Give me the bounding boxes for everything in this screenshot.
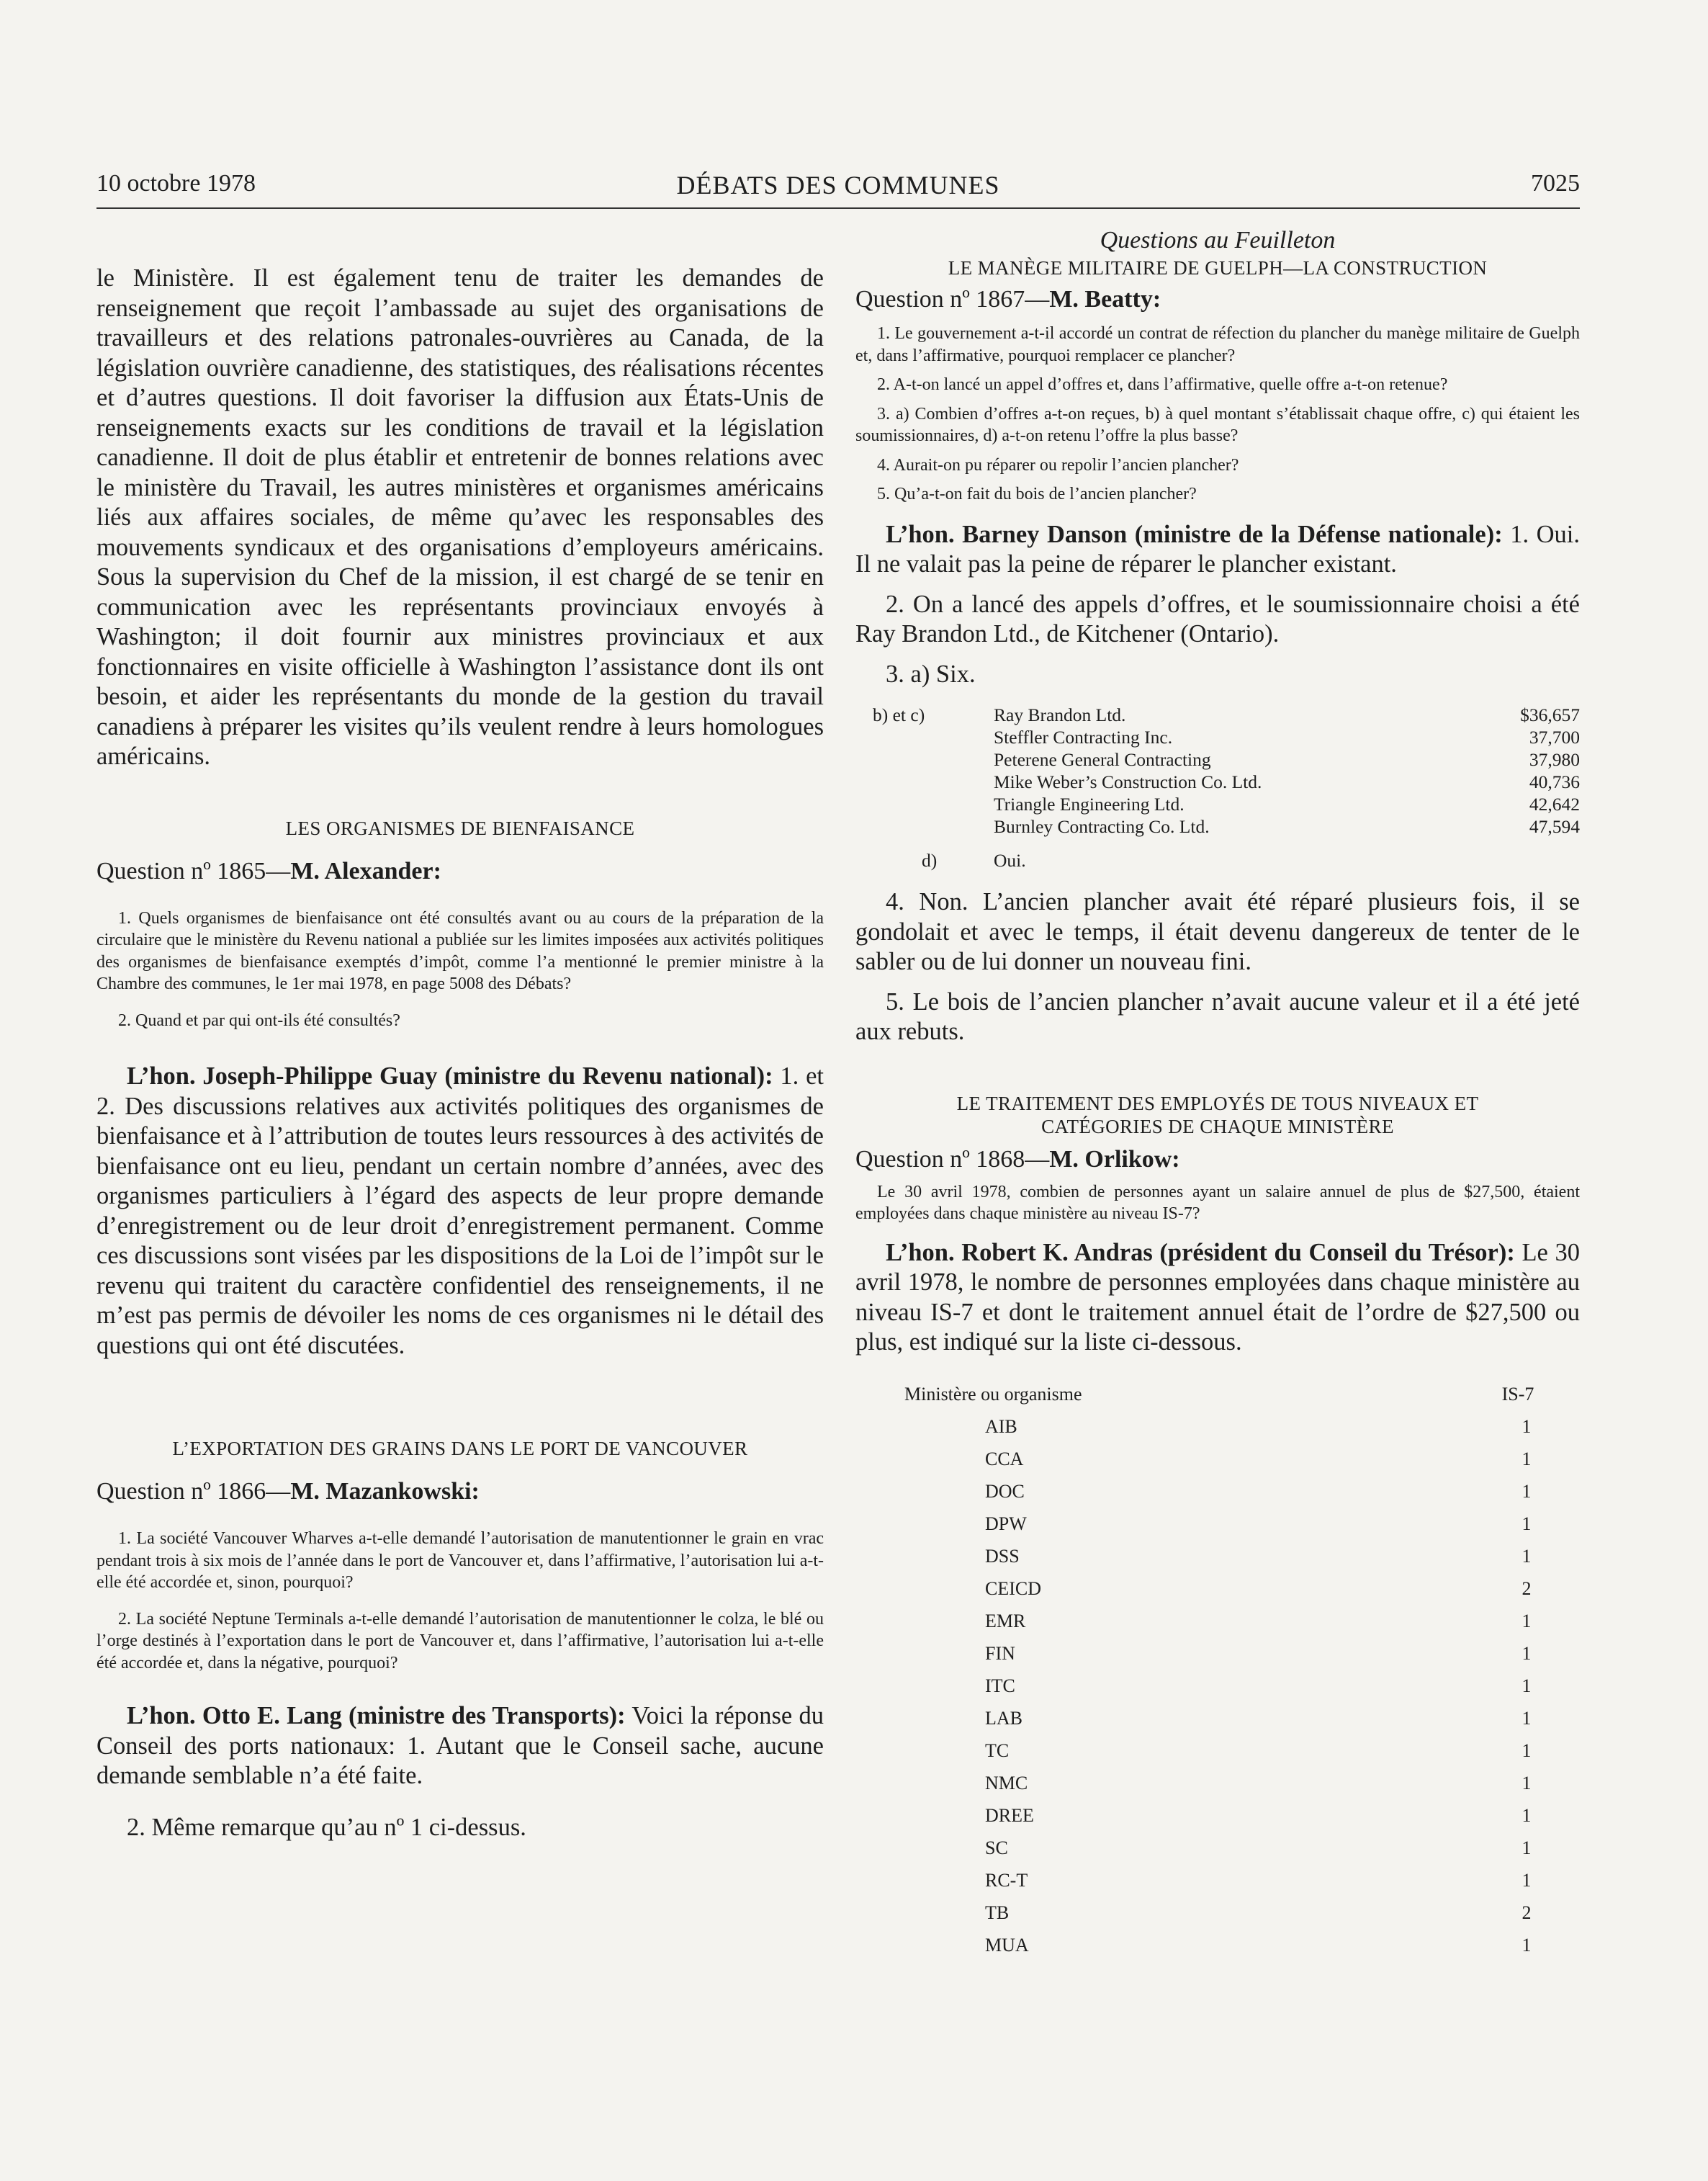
is7-count: 1 — [1522, 1610, 1532, 1631]
answer-1866-part2: 2. Même remarque qu’au nº 1 ci-dessus. — [127, 1813, 526, 1841]
bids-label: b) et c) — [873, 704, 925, 725]
table-row — [855, 1540, 1580, 1572]
ministry-table-header — [855, 1378, 1580, 1410]
bid-amount: $36,657 — [1520, 704, 1580, 725]
table-row — [855, 1864, 1580, 1896]
ministry-name: LAB — [985, 1707, 1022, 1729]
question-1867-part3: 3. a) Combien d’offres a-t-on reçues, b) à quel montant s’établissait chaque offre, c) qui étaient les soumissionnaires, d) a-t-on retenu l’offre la plus basse? — [855, 404, 1580, 445]
answer-1866: L’hon. Otto E. Lang (ministre des Transports): Voici la réponse du Conseil des ports nationaux: 1. Autant que le Conseil sache, aucune demande semblable n’a été faite. — [96, 1702, 824, 1789]
bid-amount: 37,980 — [1529, 749, 1580, 770]
question-1868: Question nº 1868—M. Orlikow: — [855, 1145, 1180, 1173]
ministry-name: DOC — [985, 1480, 1025, 1502]
bids-table — [855, 704, 1580, 872]
bids-d-label: d) — [922, 850, 938, 871]
question-1867-part1: 1. Le gouvernement a-t-il accordé un contrat de réfection du plancher du manège militaire de Guelph et, dans l’affirmative, pourquoi remplacer ce plancher? — [855, 324, 1580, 365]
table-row — [855, 1572, 1580, 1605]
ministry-name: FIN — [985, 1642, 1015, 1664]
left-column — [96, 264, 824, 1842]
section-heading-salaries: LE TRAITEMENT DES EMPLOYÉS DE TOUS NIVEAUX ET CATÉGORIES DE CHAQUE MINISTÈRE — [956, 1092, 1479, 1137]
table-row — [855, 1508, 1580, 1540]
ministry-name: DREE — [985, 1804, 1034, 1826]
question-1867-part4: 4. Aurait-on pu réparer ou repolir l’ancien plancher? — [877, 455, 1239, 475]
answer-1867-part5: 5. Le bois de l’ancien plancher n’avait aucune valeur et il a été jeté aux rebuts. — [855, 988, 1580, 1045]
bid-name: Mike Weber’s Construction Co. Ltd. — [994, 771, 1262, 792]
section-heading-guelph: LE MANÈGE MILITAIRE DE GUELPH—LA CONSTRUCTION — [948, 257, 1488, 279]
section-heading-charities: LES ORGANISMES DE BIENFAISANCE — [285, 817, 635, 839]
question-1865-part2: 2. Quand et par qui ont-ils été consultés? — [118, 1011, 400, 1030]
right-column — [855, 226, 1580, 1961]
ministry-name: DPW — [985, 1513, 1027, 1534]
table-row — [855, 1410, 1580, 1443]
bid-row — [994, 771, 1580, 793]
bid-row — [994, 793, 1580, 815]
ministry-name: DSS — [985, 1545, 1020, 1567]
bid-name: Triangle Engineering Ltd. — [994, 794, 1185, 815]
bids-d-row — [855, 849, 1580, 872]
bid-name: Burnley Contracting Co. Ltd. — [994, 816, 1210, 837]
is7-count: 1 — [1522, 1934, 1532, 1956]
is7-count: 1 — [1522, 1545, 1532, 1567]
is7-count: 1 — [1522, 1739, 1532, 1761]
answer-1867-part2: 2. On a lancé des appels d’offres, et le soumissionnaire choisi a été Ray Brandon Ltd., de Kitchener (Ontario). — [855, 590, 1580, 648]
bid-name: Ray Brandon Ltd. — [994, 704, 1126, 725]
answer-1867-part3: 3. a) Six. — [886, 660, 976, 688]
intro-paragraph: le Ministère. Il est également tenu de traiter les demandes de renseignement que reçoit l’ambassade au sujet des organisations de travailleurs et des relations patronales-ouvrières au Canada, de la législation ouvrière canadienne, des statistiques, des réalisations récentes et d’autres questions. Il doit favoriser la diffusion aux États-Unis de renseignements exacts sur les conditions de travail et la législation canadienne. Il doit de plus établir et entretenir de bonnes relations avec le ministère du Travail, les autres ministères et organismes américains liés aux affaires sociales, de même qu’avec les responsables des mouvements syndicaux et des organisations d’employeurs américains. Sous la supervision du Chef de la mission, il est chargé de se tenir en communication avec les représentants provinciaux envoyés à Washington; il doit fournir aux ministres provinciaux et aux fonctionnaires en visite officielle à Washington l’assistance dont ils ont besoin, et aider les représentants du monde de la gestion du travail canadiens à préparer les visites qu’ils veulent rendre à leurs homologues américains. — [96, 264, 824, 770]
bid-amount: 42,642 — [1529, 794, 1580, 815]
is7-count: 1 — [1522, 1707, 1532, 1729]
table-row — [855, 1734, 1580, 1767]
header-date: 10 octobre 1978 — [96, 170, 256, 197]
question-1865-part1: 1. Quels organismes de bienfaisance ont été consultés avant ou au cours de la préparation de la circulaire que le ministère du Revenu national a publiée sur les limites imposées aux activités politiques des organismes de bienfaisance exemptés d’impôt, comme l’a mentionné le premier ministre à la Chambre des communes, le 1er mai 1978, en page 5008 des Débats? — [96, 908, 824, 993]
question-1867: Question nº 1867—M. Beatty: — [855, 286, 1161, 313]
question-1865: Question nº 1865—M. Alexander: — [96, 857, 441, 885]
table-row — [855, 1670, 1580, 1702]
answer-1867-part4: 4. Non. L’ancien plancher avait été réparé plusieurs fois, il se gondolait et avec le temps, il était devenu dangereux de tenter de le sabler ou de lui donner un nouveau fini. — [855, 888, 1580, 975]
ministry-name: NMC — [985, 1772, 1028, 1793]
is7-count: 1 — [1522, 1448, 1532, 1469]
table-row — [855, 1767, 1580, 1799]
question-1867-part2: 2. A-t-on lancé un appel d’offres et, dans l’affirmative, quelle offre a-t-on retenue? — [877, 375, 1448, 394]
ministry-name: TC — [985, 1739, 1010, 1761]
is7-col-header: IS-7 — [1501, 1383, 1534, 1405]
ministry-name: AIB — [985, 1415, 1017, 1437]
answer-1865: L’hon. Joseph-Philippe Guay (ministre du Revenu national): 1. et 2. Des discussions relatives aux activités politiques des organismes de bienfaisance et à l’attribution de toutes leurs ressources à des activités de bienfaisance ont eu lieu, pendant un certain nombre d’années, avec des organismes particuliers à l’égard des aspects de leur propre demande d’enregistrement ou de leur droit d’enregistrement permanent. Comme ces discussions sont visées par les dispositions de la Loi de l’impôt sur le revenu qui traitent du caractère confidentiel des renseignements, il ne m’est pas permis de dévoiler les noms de ces organismes ni le détail des questions qui ont été discutées. — [96, 1062, 824, 1359]
ministry-name: EMR — [985, 1610, 1026, 1631]
answer-1867: L’hon. Barney Danson (ministre de la Défense nationale): 1. Oui. Il ne valait pas la peine de réparer le plancher existant. — [855, 520, 1580, 578]
bid-row — [994, 726, 1580, 748]
question-1867-part5: 5. Qu’a-t-on fait du bois de l’ancien plancher? — [877, 485, 1197, 503]
table-row — [855, 1799, 1580, 1832]
is7-count: 1 — [1522, 1513, 1532, 1534]
bid-row — [994, 815, 1580, 838]
is7-count: 1 — [1522, 1415, 1532, 1437]
table-row — [855, 1896, 1580, 1929]
bid-name: Peterene General Contracting — [994, 749, 1211, 770]
header-title: DÉBATS DES COMMUNES — [676, 171, 1000, 200]
ministry-name: RC-T — [985, 1869, 1028, 1891]
bid-amount: 37,700 — [1529, 727, 1580, 748]
section-heading-grain-export: L’EXPORTATION DES GRAINS DANS LE PORT DE VANCOUVER — [172, 1438, 748, 1459]
is7-count: 2 — [1522, 1577, 1532, 1599]
is7-count: 1 — [1522, 1772, 1532, 1793]
question-1868-part1: Le 30 avril 1978, combien de personnes ayant un salaire annuel de plus de $27,500, étaient employées dans chaque ministère au niveau IS-7? — [855, 1182, 1580, 1223]
table-row — [855, 1443, 1580, 1475]
ministry-name: MUA — [985, 1934, 1029, 1956]
is7-count: 2 — [1522, 1902, 1532, 1923]
ministry-name: CCA — [985, 1448, 1024, 1469]
bid-row — [994, 748, 1580, 771]
bid-name: Steffler Contracting Inc. — [994, 727, 1173, 748]
is7-count: 1 — [1522, 1675, 1532, 1696]
is7-count: 1 — [1522, 1837, 1532, 1858]
bid-amount: 40,736 — [1529, 771, 1580, 792]
bids-d-answer: Oui. — [994, 850, 1026, 871]
is7-count: 1 — [1522, 1804, 1532, 1826]
is7-count: 1 — [1522, 1869, 1532, 1891]
table-row — [855, 1605, 1580, 1637]
page-header — [96, 170, 1580, 209]
bid-row — [994, 704, 1580, 726]
table-row — [855, 1475, 1580, 1508]
is7-count: 1 — [1522, 1642, 1532, 1664]
ministry-table-rows — [855, 1410, 1580, 1961]
is7-count: 1 — [1522, 1480, 1532, 1502]
ministry-name: CEICD — [985, 1577, 1041, 1599]
page-number: 7025 — [1531, 170, 1580, 197]
feuilleton-title: Questions au Feuilleton — [1100, 227, 1336, 254]
bids-rows — [994, 704, 1580, 838]
question-1866: Question nº 1866—M. Mazankowski: — [96, 1478, 480, 1505]
table-row — [855, 1929, 1580, 1961]
table-row — [855, 1832, 1580, 1864]
question-1866-part2: 2. La société Neptune Terminals a-t-elle demandé l’autorisation de manutentionner le colza, le blé ou l’orge destinés à l’exportation dans le port de Vancouver et, dans l’affirmative, l’autorisation lui a-t-elle été accordée et, dans la négative, pourquoi? — [96, 1609, 824, 1672]
ministry-name: ITC — [985, 1675, 1015, 1696]
question-1866-part1: 1. La société Vancouver Wharves a-t-elle demandé l’autorisation de manutentionner le grain en vrac pendant trois à six mois de l’année dans le port de Vancouver et, dans l’affirmative, l’autorisation lui a-t-elle été accordée et, sinon, pourquoi? — [96, 1529, 824, 1592]
bid-amount: 47,594 — [1529, 816, 1580, 837]
ministry-col-header: Ministère ou organisme — [904, 1383, 1082, 1405]
ministry-name: TB — [985, 1902, 1010, 1923]
answer-1868: L’hon. Robert K. Andras (président du Conseil du Trésor): Le 30 avril 1978, le nombre de personnes employées dans chaque ministère au niveau IS-7 et dont le traitement annuel était de l’ordre de $27,500 ou plus, est indiqué sur la liste ci-dessous. — [855, 1238, 1580, 1356]
ministry-table — [855, 1378, 1580, 1961]
ministry-name: SC — [985, 1837, 1008, 1858]
table-row — [855, 1637, 1580, 1670]
table-row — [855, 1702, 1580, 1734]
